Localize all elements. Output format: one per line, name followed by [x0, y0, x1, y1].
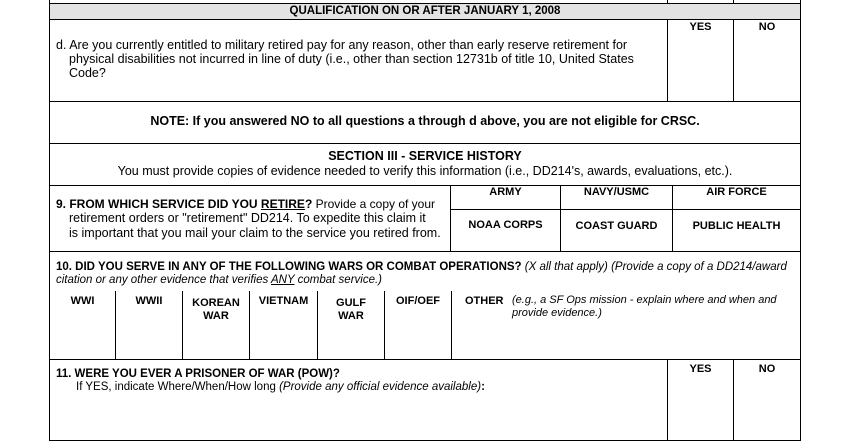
q10-instructions: (X all that apply) (Provide a copy of a DD214/award — [521, 261, 787, 273]
q10-question: 10. DID YOU SERVE IN ANY OF THE FOLLOWING WARS OR COMBAT OPERATIONS? — [56, 261, 522, 273]
qualification-header: QUALIFICATION ON OR AFTER JANUARY 1, 2008 — [289, 5, 561, 17]
crsc-eligibility-note: NOTE: If you answered NO to all questions a through d above, you are not eligible for CRSC. — [150, 114, 700, 128]
q9-option-noaa-corps: NOAA CORPS — [468, 219, 543, 231]
q10-line2-a: citation or any other evidence that verifies — [56, 274, 271, 286]
war-other-label: OTHER — [465, 295, 504, 307]
q9-option-army: ARMY — [489, 186, 522, 198]
section-subtitle: You must provide copies of evidence needed to verify this information (i.e., DD214's, awards, evaluations, etc.). — [117, 164, 733, 178]
war-other-hint-line2: provide evidence.) — [512, 307, 602, 319]
question-d-line3: Code? — [69, 66, 106, 80]
q9-line1 — [56, 197, 435, 211]
question-d-line1: d. Are you currently entitled to military retired pay for any reason, other than early reserve retirement for — [56, 38, 628, 52]
q10-line2-b: combat service.) — [294, 274, 383, 286]
q11-line2-b: (Provide any official evidence available) — [279, 381, 482, 393]
question-d-no-checkbox[interactable] — [736, 36, 798, 98]
war-wwi-label: WWI — [70, 295, 95, 307]
q9-option-coast-guard: COAST GUARD — [575, 220, 658, 232]
q9-line1-suffix: ? — [304, 197, 316, 211]
q11-no-label: NO — [758, 363, 776, 375]
war-wwii-checkbox[interactable] — [118, 326, 180, 357]
q9-line3: is important that you mail your claim to the service you retired from. — [69, 226, 441, 240]
war-gulf-label: GULF — [336, 297, 366, 309]
q11-yes-label: YES — [689, 363, 712, 375]
question-d-line2: physical disabilities not incurred in line of duty (i.e., other than section 12731b of title 10, United States — [69, 52, 634, 66]
q9-option-public-health: PUBLIC HEALTH — [692, 220, 781, 232]
q9-option-air-force: AIR FORCE — [706, 186, 767, 198]
q11-question: 11. WERE YOU EVER A PRISONER OF WAR (POW)? — [56, 368, 340, 380]
war-wwii-label: WWII — [135, 295, 163, 307]
q10-line1 — [56, 261, 787, 273]
war-vietnam-checkbox[interactable] — [252, 326, 315, 357]
q11-no-checkbox[interactable] — [736, 380, 798, 438]
q11-line2 — [76, 381, 485, 393]
q10-any: ANY — [271, 274, 295, 286]
war-oif-oef-checkbox[interactable] — [387, 326, 449, 357]
q9-option-navy-usmc: NAVY/USMC — [583, 186, 650, 198]
war-wwi-checkbox[interactable] — [52, 326, 113, 357]
war-korean-label: KOREAN — [192, 297, 240, 309]
q9-line1-tail: Provide a copy of your — [315, 197, 436, 211]
q9-retire: RETIRE — [260, 197, 305, 211]
section-title: SECTION III - SERVICE HISTORY — [328, 149, 522, 163]
q11-details-field[interactable] — [52, 398, 664, 438]
war-vietnam-label: VIETNAM — [258, 295, 309, 307]
q11-line2-a: If YES, indicate Where/When/How long — [76, 381, 280, 393]
q11-yes-checkbox[interactable] — [670, 380, 730, 438]
war-gulf-checkbox[interactable] — [320, 326, 382, 357]
question-d-yes-label: YES — [689, 21, 712, 33]
q9-line1-prefix: 9. FROM WHICH SERVICE DID YOU — [56, 197, 261, 211]
war-other-field[interactable] — [454, 324, 798, 357]
war-other-hint-line1: (e.g., a SF Ops mission - explain where and when and — [512, 294, 777, 306]
war-korean-label-2: WAR — [203, 310, 229, 322]
q11-line2-c: : — [481, 381, 485, 393]
war-gulf-label-2: WAR — [338, 310, 364, 322]
war-oif-oef-label: OIF/OEF — [396, 295, 440, 307]
q9-line2: retirement orders or "retirement" DD214. To expedite this claim it — [69, 211, 426, 225]
q10-line2 — [56, 274, 382, 286]
question-d-no-label: NO — [758, 21, 776, 33]
war-korean-checkbox[interactable] — [185, 326, 247, 357]
question-d-yes-checkbox[interactable] — [670, 36, 730, 98]
